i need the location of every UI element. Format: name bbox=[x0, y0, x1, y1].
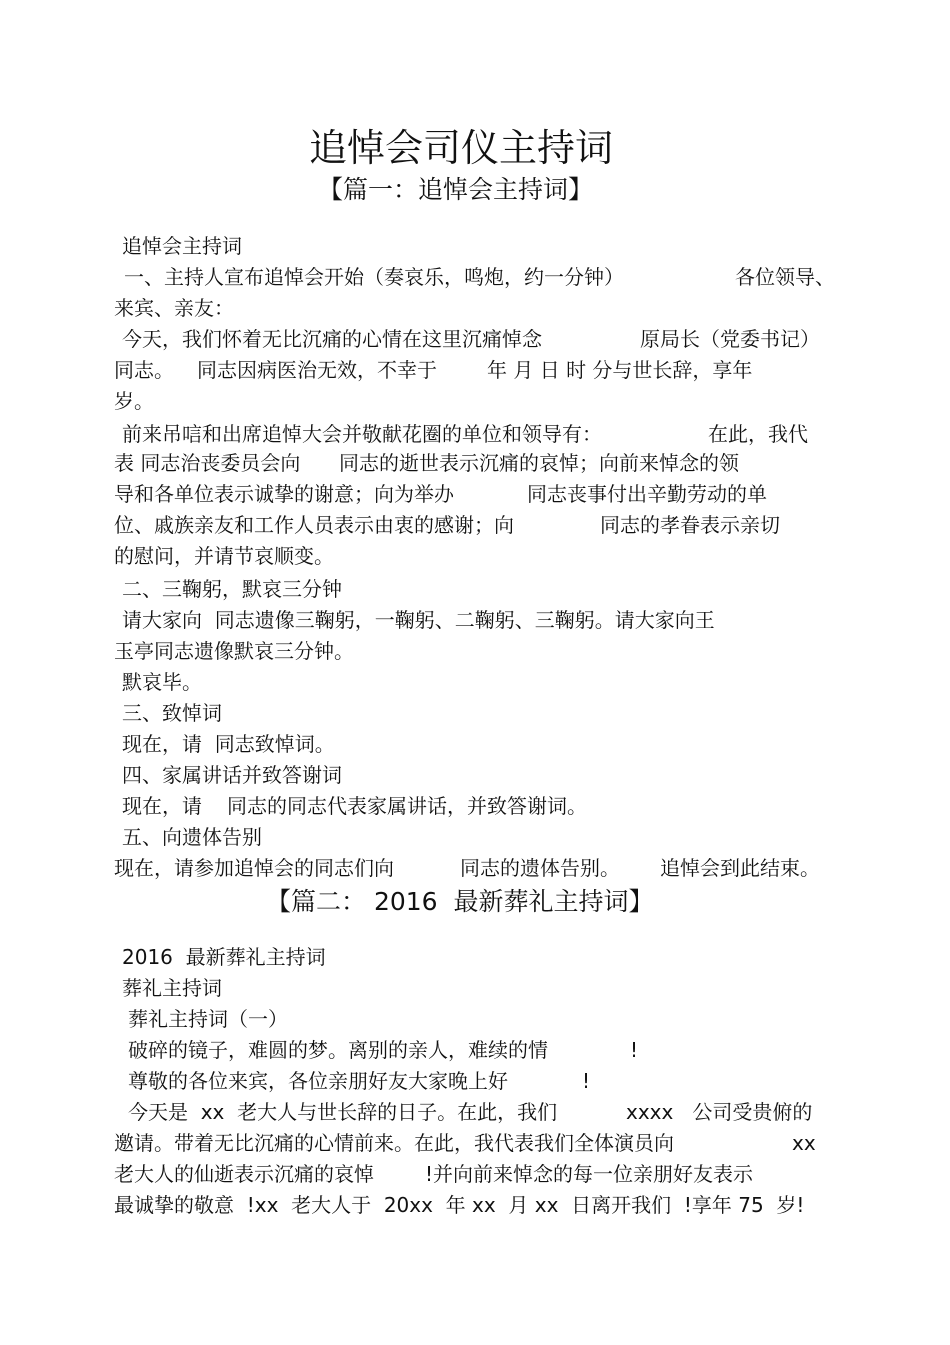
paragraph-line: 来宾、亲友： bbox=[114, 296, 234, 320]
paragraph-line: 邀请。带着无比沉痛的心情前来。在此，我代表我们全体演员向 bbox=[114, 1131, 674, 1155]
paragraph-line: 默哀毕。 bbox=[122, 670, 202, 694]
paragraph-line: 一、主持人宣布追悼会开始（奏哀乐，鸣炮，约一分钟） bbox=[124, 265, 624, 289]
paragraph-line: 2016 最新葬礼主持词 bbox=[122, 945, 326, 969]
paragraph-line: 的慰问，并请节哀顺变。 bbox=[114, 544, 334, 568]
paragraph-line: 同志丧事付出辛勤劳动的单 bbox=[527, 482, 767, 506]
paragraph-line: 同志的孝眷表示亲切 bbox=[600, 513, 780, 537]
paragraph-line: 三、致悼词 bbox=[122, 701, 222, 725]
section1-heading: 【篇一：追悼会主持词】 bbox=[318, 175, 594, 204]
paragraph-line: 同志的逝世表示沉痛的哀悼；向前来悼念的领 bbox=[339, 451, 739, 475]
paragraph-line: 五、向遗体告别 bbox=[122, 825, 262, 849]
paragraph-line: 追悼会主持词 bbox=[122, 234, 242, 258]
paragraph-line: 岁。 bbox=[114, 389, 154, 413]
paragraph-line: 现在，请 同志致悼词。 bbox=[122, 732, 335, 756]
paragraph-line: 年 月 日 时 分与世长辞，享年 bbox=[487, 358, 753, 382]
paragraph-line: 二、三鞠躬，默哀三分钟 bbox=[122, 577, 342, 601]
paragraph-line: 同志。 bbox=[114, 358, 174, 382]
paragraph-line: 表 同志治丧委员会向 bbox=[114, 451, 301, 475]
paragraph-line: 位、戚族亲友和工作人员表示由衷的感谢；向 bbox=[114, 513, 514, 537]
paragraph-line: 请大家向 同志遗像三鞠躬，一鞠躬、二鞠躬、三鞠躬。请大家向王 bbox=[122, 608, 715, 632]
paragraph-line: xx bbox=[792, 1131, 816, 1155]
paragraph-line: 四、家属讲话并致答谢词 bbox=[122, 763, 342, 787]
paragraph-line: 葬礼主持词（一） bbox=[128, 1007, 288, 1031]
paragraph-line: 老大人的仙逝表示沉痛的哀悼 bbox=[114, 1162, 374, 1186]
paragraph-line: ! bbox=[630, 1038, 639, 1062]
paragraph-line: 现在，请参加追悼会的同志们向 bbox=[114, 856, 394, 880]
paragraph-line: 追悼会到此结束。 bbox=[660, 856, 820, 880]
paragraph-line: 今天，我们怀着无比沉痛的心情在这里沉痛悼念 bbox=[122, 327, 542, 351]
paragraph-line: 尊敬的各位来宾，各位亲朋好友大家晚上好 bbox=[128, 1069, 508, 1093]
paragraph-line: 同志的遗体告别。 bbox=[460, 856, 620, 880]
paragraph-line: 在此，我代 bbox=[708, 422, 808, 446]
paragraph-line: ! bbox=[582, 1069, 591, 1093]
paragraph-line: 最诚挚的敬意 !xx 老大人于 20xx 年 xx 月 xx 日离开我们 !享年 75 岁! bbox=[114, 1193, 805, 1217]
paragraph-line: 现在，请 bbox=[122, 794, 202, 818]
paragraph-line: 今天是 xx 老大人与世长辞的日子。在此，我们 bbox=[128, 1100, 558, 1124]
paragraph-line: 同志的同志代表家属讲话，并致答谢词。 bbox=[227, 794, 587, 818]
section2-heading: 【篇二： 2016 最新葬礼主持词】 bbox=[266, 887, 654, 916]
paragraph-line: 同志因病医治无效，不幸于 bbox=[197, 358, 437, 382]
paragraph-line: 导和各单位表示诚挚的谢意；向为举办 bbox=[114, 482, 454, 506]
paragraph-line: 各位领导、 bbox=[735, 265, 835, 289]
paragraph-line: 前来吊唁和出席追悼大会并敬献花圈的单位和领导有： bbox=[122, 422, 602, 446]
document-title: 追悼会司仪主持词 bbox=[309, 126, 614, 170]
paragraph-line: 玉亭同志遗像默哀三分钟。 bbox=[114, 639, 354, 663]
paragraph-line: 葬礼主持词 bbox=[122, 976, 222, 1000]
paragraph-line: 原局长（党委书记） bbox=[640, 327, 820, 351]
paragraph-line: !并向前来悼念的每一位亲朋好友表示 bbox=[425, 1162, 754, 1186]
paragraph-line: 破碎的镜子，难圆的梦。离别的亲人，难续的情 bbox=[128, 1038, 548, 1062]
paragraph-line: xxxx 公司受贵俯的 bbox=[626, 1100, 813, 1124]
